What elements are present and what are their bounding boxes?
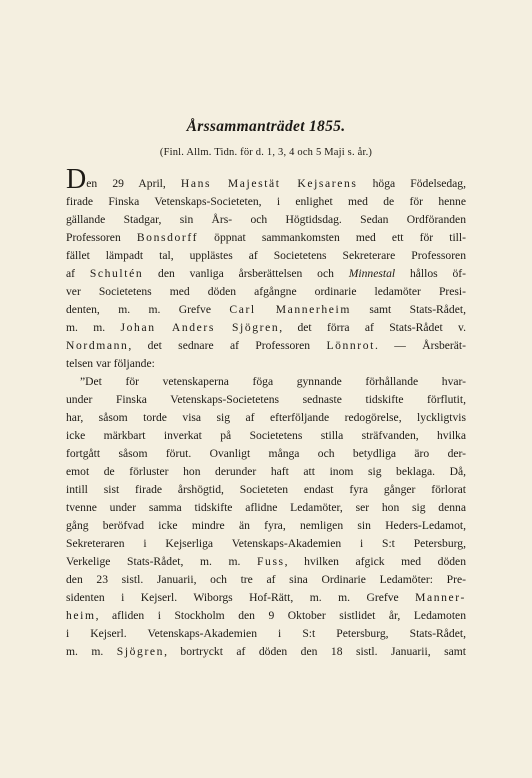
text-line: den 23 sistl. Januarii, och tre af sina Ordinarie Ledamöter: Pre- bbox=[66, 573, 466, 586]
spaced-name: Lönnrot bbox=[326, 339, 375, 352]
text-line: firade Finska Vetenskaps-Societeten, i enlighet med de för henne bbox=[66, 195, 466, 208]
text-line: m. m. Johan Anders Sjögren, det förra af Stats-Rådet v. bbox=[66, 321, 466, 334]
text-line: intill sist firade årshögtid, Societeten endast fyra gånger förlorat bbox=[66, 483, 466, 496]
spaced-name: Hans Majestät Kejsarens bbox=[180, 177, 358, 190]
body-text bbox=[66, 164, 466, 661]
text-line: i Kejserl. Vetenskaps-Akademien i S:t Petersburg, Stats-Rådet, bbox=[66, 627, 466, 640]
text-line: fortgått såsom förut. Ovanligt många och betydliga äro der- bbox=[66, 447, 466, 460]
text-line: heim, afliden i Stockholm den 9 Oktober sistlidet år, Ledamoten bbox=[66, 609, 466, 622]
drop-cap: D bbox=[66, 164, 87, 195]
spaced-name: Nordmann bbox=[66, 339, 129, 352]
text-line: Den 29 April, Hans Majestät Kejsarens höga Födelsedag, bbox=[66, 164, 466, 195]
spaced-name: Schultén bbox=[89, 267, 144, 280]
spaced-name: Johan Anders Sjögren bbox=[120, 321, 280, 334]
text-line: Nordmann, det sednare af Professoren Lönnrot. — Årsberät- bbox=[66, 339, 466, 352]
spaced-name: Fuss bbox=[257, 555, 285, 568]
italic-term: Minnestal bbox=[348, 267, 396, 280]
text-line: gällande Stadgar, sin Års- och Högtidsdag. Sedan Ordföranden bbox=[66, 213, 466, 226]
text-line: denten, m. m. Grefve Carl Mannerheim samt Stats-Rådet, bbox=[66, 303, 466, 316]
text-line: ver Societetens med döden afgångne ordinarie ledamöter Presi- bbox=[66, 285, 466, 298]
text-line: Verkelige Stats-Rådet, m. m. Fuss, hvilken afgick med döden bbox=[66, 555, 466, 568]
spaced-name: heim bbox=[66, 609, 96, 622]
text-line: m. m. Sjögren, bortryckt af döden den 18 sistl. Januarii, samt bbox=[66, 645, 466, 658]
text-line: ”Det för vetenskaperna föga gynnande förhållande hvar- bbox=[80, 375, 466, 388]
spaced-name: Carl Mannerheim bbox=[229, 303, 351, 316]
text-line: fället lämpadt tal, upplästes af Societetens Sekreterare Professoren bbox=[66, 249, 466, 262]
text-line: af Schultén den vanliga årsberättelsen och Minnestal hållos öf- bbox=[66, 267, 466, 280]
spaced-name: Manner- bbox=[415, 591, 466, 604]
text-line: har, såsom torde visa sig af efterföljande redogörelse, lyckligtvis bbox=[66, 411, 466, 424]
text-line: under Finska Vetenskaps-Societetens sednaste tidskifte förflutit, bbox=[66, 393, 466, 406]
text-line: Professoren Bonsdorff öppnat sammankomsten med ett för till- bbox=[66, 231, 466, 244]
text-line: tvenne under samma tidskifte aflidne Ledamöter, ser hon sig denna bbox=[66, 501, 466, 514]
text-line: Sekreteraren i Kejserliga Vetenskaps-Akademien i S:t Petersburg, bbox=[66, 537, 466, 550]
page-title: Årssammanträdet 1855. bbox=[186, 118, 346, 135]
text-line: telsen var följande: bbox=[66, 357, 155, 370]
spaced-name: Sjögren bbox=[116, 645, 165, 658]
text-line: sidenten i Kejserl. Wiborgs Hof-Rätt, m. m. Grefve Manner- bbox=[66, 591, 466, 604]
source-citation: (Finl. Allm. Tidn. för d. 1, 3, 4 och 5 Maji s. år.) bbox=[159, 147, 373, 158]
spaced-name: Bonsdorff bbox=[136, 231, 199, 244]
text-line: emot de förluster hon derunder haft att inom sig beklaga. Då, bbox=[66, 465, 466, 478]
text-line: icke märkbart inverkat på Societetens stilla sträfvanden, hvilka bbox=[66, 429, 466, 442]
text-line: gång beröfvad icke mindre än fyra, nemligen sin Heders-Ledamot, bbox=[66, 519, 466, 532]
